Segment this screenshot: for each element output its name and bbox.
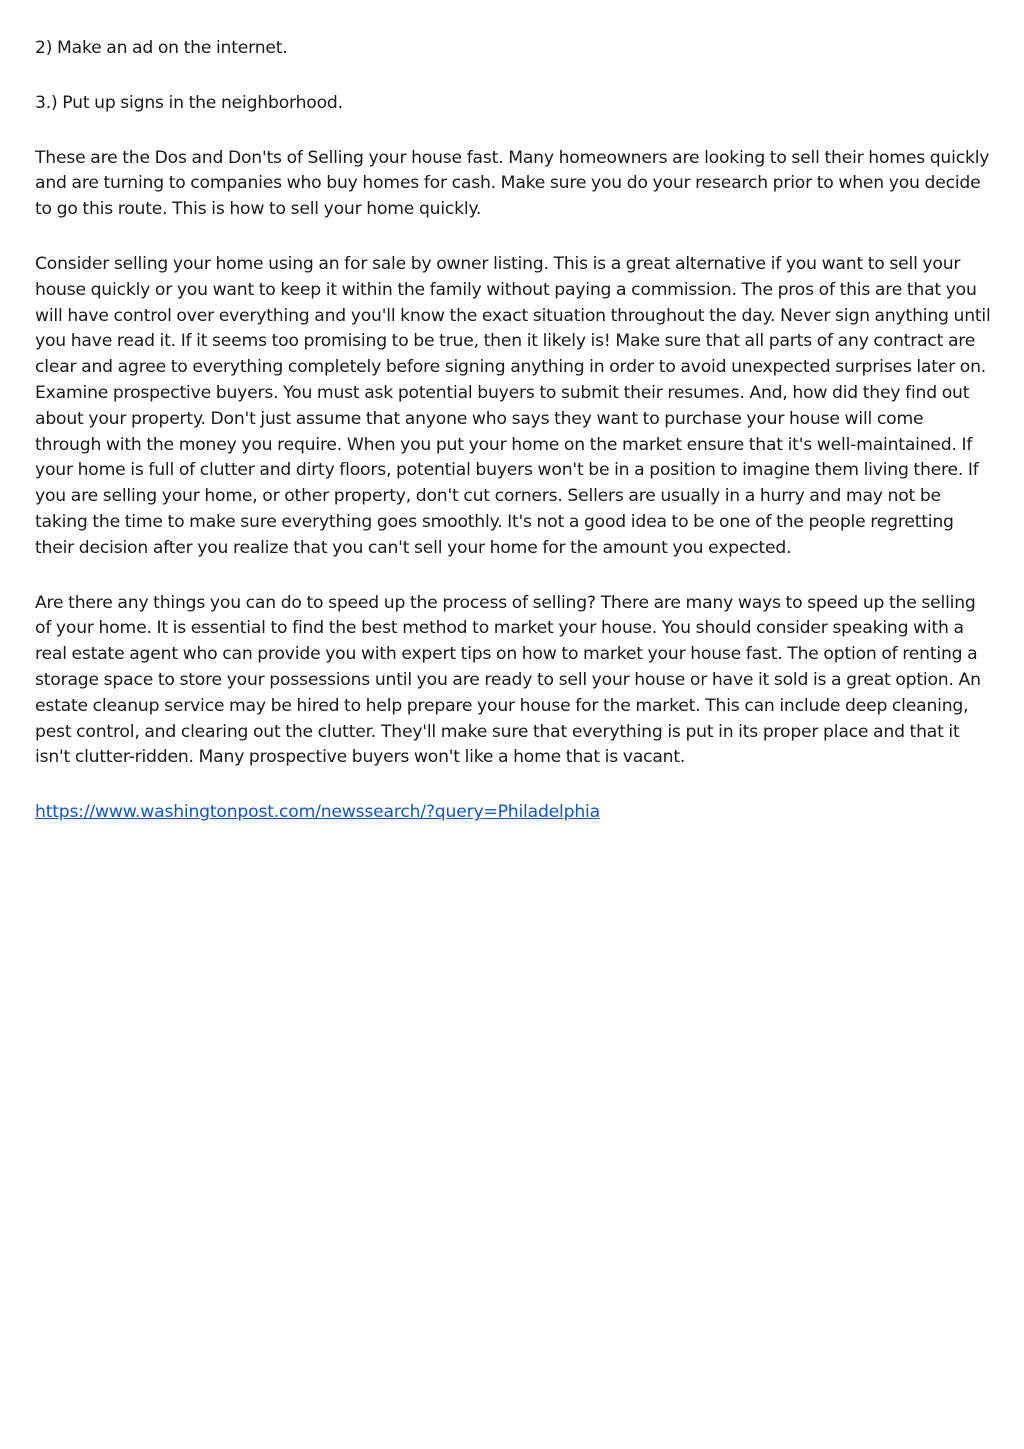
link-paragraph	[35, 800, 993, 826]
washingtonpost-link[interactable]: https://www.washingtonpost.com/newssearch/?query=Philadelphia	[35, 802, 600, 823]
paragraph-speed-up-selling: Are there any things you can do to speed up the process of selling? There are many ways to speed up the selling of your home. It is essential to find the best method to market your house. You should consider speaking with a real estate agent who can provide you with expert tips on how to market your house fast. The option of renting a storage space to store your possessions until you are ready to sell your house or have it sold is a great option. An estate cleanup service may be hired to help prepare your house for the market. This can include deep cleaning, pest control, and clearing out the clutter. They'll make sure that everything is put in its proper place and that it isn't clutter-ridden. Many prospective buyers won't like a home that is vacant.	[35, 592, 981, 768]
list-item-neighborhood-signs: 3.) Put up signs in the neighborhood.	[35, 92, 343, 113]
paragraph-dos-and-donts: These are the Dos and Don'ts of Selling your house fast. Many homeowners are looking to sell their homes quickly and are turning to companies who buy homes for cash. Make sure you do your research prior to when you decide to go this route. This is how to sell your home quickly.	[35, 147, 990, 220]
paragraph-for-sale-by-owner: Consider selling your home using an for sale by owner listing. This is a great alternative if you want to sell your house quickly or you want to keep it within the family without paying a commission. The pros of this are that you will have control over everything and you'll know the exact situation throughout the day. Never sign anything until you have read it. If it seems too promising to be true, then it likely is! Make sure that all parts of any contract are clear and agree to everything completely before signing anything in order to avoid unexpected surprises later on. Examine prospective buyers. You must ask potential buyers to submit their resumes. And, how did they find out about your property. Don't just assume that anyone who says they want to purchase your house will come through with the money you require. When you put your home on the market ensure that it's well-maintained. If your home is full of clutter and dirty floors, potential buyers won't be in a position to imagine them living there. If you are selling your home, or other property, don't cut corners. Sellers are usually in a hurry and may not be taking the time to make sure everything goes smoothly. It's not a good idea to be one of the people regretting their decision after you realize that you can't sell your home for the amount you expected.	[35, 253, 991, 558]
list-item-online-ad: 2) Make an ad on the internet.	[35, 38, 288, 58]
document-body	[35, 36, 993, 855]
